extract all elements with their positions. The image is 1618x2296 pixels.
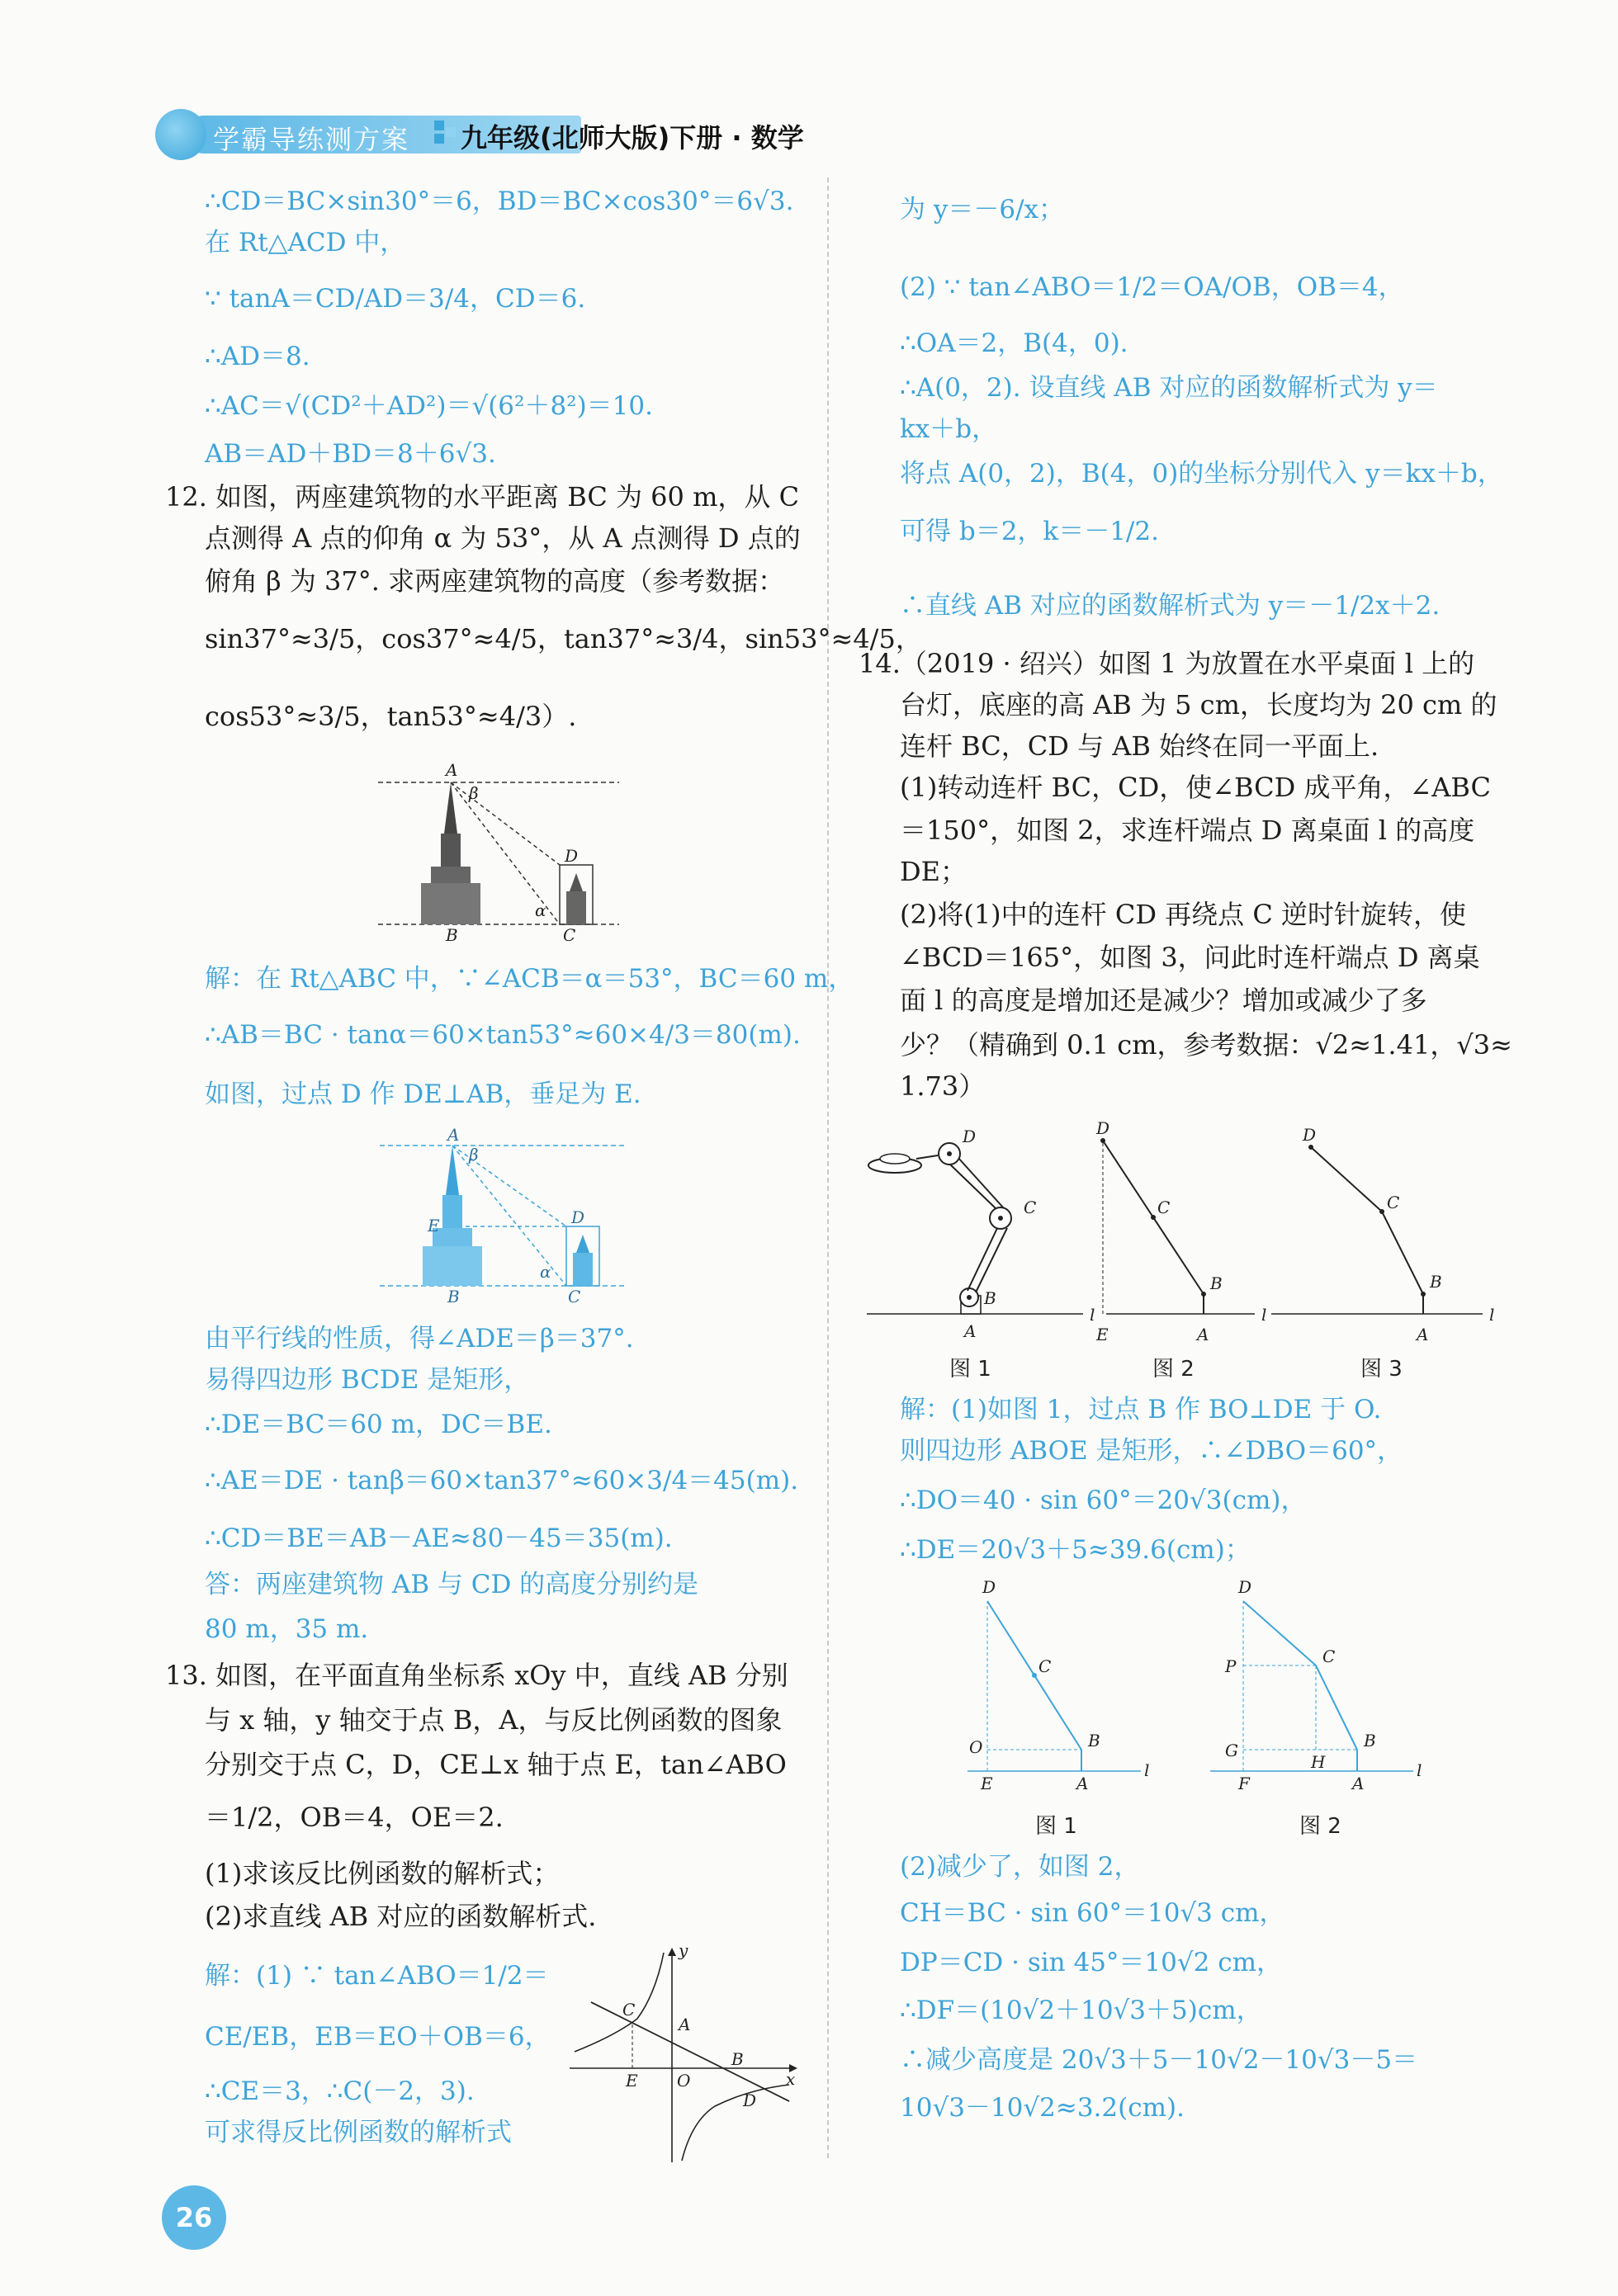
svg-text:F: F: [1238, 1774, 1250, 1793]
q13-solution-line: ∴CE＝3，∴C(－2，3).: [205, 2076, 475, 2106]
svg-text:D: D: [1303, 1125, 1317, 1145]
svg-text:D: D: [1238, 1577, 1252, 1597]
q13-problem-line: (2)求直线 AB 对应的函数解析式.: [205, 1901, 597, 1932]
brand-logo-icon: [155, 109, 206, 160]
q13-solution-line: ∴A(0，2). 设直线 AB 对应的函数解析式为 y＝: [900, 373, 1438, 403]
q13-solution-line: CE/EB，EB＝EO＋OB＝6，: [205, 2022, 551, 2052]
svg-text:A: A: [679, 2015, 691, 2034]
figure-2-diagram: [1095, 1118, 1266, 1344]
decorative-squares-icon: [434, 120, 459, 145]
q12-solution-line: 答：两座建筑物 AB 与 CD 的高度分别约是: [205, 1570, 699, 1599]
book-title: 九年级(北师大版)下册 · 数学: [461, 122, 804, 154]
svg-text:B: B: [1088, 1731, 1100, 1750]
svg-text:B: B: [1364, 1731, 1376, 1750]
svg-text:D: D: [571, 1207, 585, 1227]
q14-problem-line: (2)将(1)中的连杆 CD 再绕点 C 逆时针旋转，使: [900, 899, 1466, 930]
q14-problem-figures: [859, 1118, 1585, 1345]
q11-solution-line: ∴AD＝8.: [205, 342, 310, 371]
q14-problem-line: 少？（精确到 0.1 cm，参考数据：√2≈1.41，√3≈: [900, 1029, 1512, 1061]
q13-problem-line: 与 x 轴，y 轴交于点 B，A，与反比例函数的图象: [205, 1704, 783, 1736]
svg-text:A: A: [1197, 1325, 1209, 1344]
svg-text:B: B: [731, 2049, 744, 2069]
q12-solution-line: 由平行线的性质，得∠ADE＝β＝37°.: [205, 1324, 634, 1354]
solution-figure-2: [1210, 1577, 1422, 1793]
svg-text:A: A: [1352, 1774, 1365, 1793]
q12-solution-line: 80 m，35 m.: [205, 1614, 369, 1644]
svg-text:P: P: [1225, 1656, 1237, 1676]
svg-text:B: B: [446, 925, 458, 945]
svg-text:α: α: [540, 1262, 551, 1282]
q14-solution-line: ∴减少高度是 20√3＋5－10√2－10√3－5＝: [900, 2045, 1418, 2075]
figure-caption: 图 3: [1360, 1357, 1403, 1382]
q14-solution-line: DP＝CD · sin 45°＝10√2 cm，: [900, 1948, 1282, 1977]
svg-text:C: C: [1322, 1646, 1336, 1666]
svg-text:B: B: [447, 1287, 460, 1306]
svg-text:A: A: [446, 760, 458, 780]
q14-problem-line: 连杆 BC，CD 与 AB 始终在同一平面上.: [900, 730, 1379, 762]
q12-problem-line: 俯角 β 为 37°. 求两座建筑物的高度（参考数据：: [205, 565, 785, 597]
svg-text:E: E: [428, 1216, 440, 1235]
svg-text:O: O: [969, 1737, 983, 1757]
svg-text:C: C: [1024, 1198, 1037, 1217]
q13-graph-figure: [566, 1940, 806, 2167]
svg-text:y: y: [679, 1940, 688, 1960]
svg-text:G: G: [1225, 1741, 1238, 1760]
q12-solution-line: 易得四边形 BCDE 是矩形，: [205, 1365, 530, 1395]
desk-lamp-figure: [867, 1127, 1095, 1341]
svg-text:E: E: [626, 2071, 638, 2090]
small-building-icon: [566, 873, 586, 924]
figure-caption: 图 1: [1035, 1814, 1077, 1839]
q14-solution-line: ∴DE＝20√3＋5≈39.6(cm)；: [900, 1535, 1251, 1565]
svg-text:A: A: [1076, 1774, 1089, 1793]
q13-solution-line: ∴OA＝2，B(4，0).: [900, 328, 1128, 358]
svg-text:C: C: [622, 2000, 636, 2020]
q14-solution-line: ∴DO＝40 · sin 60°＝20√3(cm)，: [900, 1486, 1307, 1515]
q12-problem-line: sin37°≈3/5，cos37°≈4/5，tan37°≈3/4，sin53°≈4/5，: [205, 623, 922, 654]
svg-text:E: E: [981, 1774, 993, 1793]
small-building-icon: [573, 1235, 593, 1286]
q14-solution-line: 则四边形 ABOE 是矩形，∴∠DBO＝60°，: [900, 1436, 1403, 1466]
svg-text:l: l: [1489, 1305, 1495, 1325]
svg-text:C: C: [1387, 1193, 1400, 1212]
tall-building-icon: [421, 782, 480, 924]
svg-text:C: C: [568, 1287, 581, 1306]
q13-solution-line: (2) ∵ tan∠ABO＝1/2＝OA/OB，OB＝4，: [900, 272, 1404, 302]
figure-caption: 图 1: [949, 1357, 991, 1382]
svg-text:D: D: [565, 846, 579, 866]
q12-solution-line: ∴CD＝BE＝AB－AE≈80－45＝35(m).: [205, 1524, 673, 1553]
q11-solution-line: 在 Rt△ACD 中，: [205, 228, 406, 257]
q12-solution-figure: [376, 1125, 641, 1306]
q13-solution-line: 为 y＝－6/x；: [900, 195, 1065, 224]
page-number: 26: [162, 2185, 226, 2250]
q11-solution-line: AB＝AD＋BD＝8＋6√3.: [205, 439, 496, 469]
svg-text:D: D: [743, 2090, 757, 2110]
q12-figure: [371, 759, 627, 945]
svg-text:l: l: [1090, 1305, 1095, 1325]
q13-problem-line: 分别交于点 C，D，CE⊥x 轴于点 E，tan∠ABO: [205, 1749, 787, 1780]
svg-text:E: E: [1096, 1325, 1109, 1344]
q13-problem-line: ＝1/2，OB＝4，OE＝2.: [205, 1802, 504, 1833]
q14-solution-figures: [958, 1573, 1436, 1793]
svg-text:C: C: [1157, 1198, 1171, 1217]
brand-name: 学霸导练测方案: [213, 124, 410, 155]
q11-solution-line: ∴CD＝BC×sin30°＝6，BD＝BC×cos30°＝6√3.: [205, 187, 794, 216]
q14-problem-line: (1)转动连杆 BC，CD，使∠BCD 成平角，∠ABC: [900, 772, 1491, 803]
svg-text:A: A: [447, 1125, 460, 1145]
q14-problem-line: ∠BCD＝165°，如图 3，问此时连杆端点 D 离桌: [900, 942, 1480, 973]
q12-solution-line: ∴AB＝BC · tanα＝60×tan53°≈60×4/3＝80(m).: [205, 1020, 801, 1050]
q14-solution-line: 解：(1)如图 1，过点 B 作 BO⊥DE 于 O.: [900, 1395, 1382, 1424]
svg-text:D: D: [982, 1577, 996, 1597]
q13-problem-line: (1)求该反比例函数的解析式；: [205, 1858, 560, 1889]
q13-solution-line: 解：(1) ∵ tan∠ABO＝1/2＝: [205, 1961, 549, 1991]
column-divider: [827, 177, 829, 2158]
svg-text:D: D: [963, 1127, 977, 1146]
q14-problem-line: 台灯，底座的高 AB 为 5 cm，长度均为 20 cm 的: [900, 689, 1497, 720]
q11-solution-line: ∴AC＝√(CD²＋AD²)＝√(6²＋8²)＝10.: [205, 391, 653, 421]
svg-text:O: O: [677, 2071, 691, 2090]
q14-solution-line: 10√3－10√2≈3.2(cm).: [900, 2093, 1185, 2123]
svg-text:D: D: [1096, 1118, 1110, 1138]
svg-text:l: l: [1144, 1760, 1150, 1780]
svg-text:A: A: [1417, 1325, 1429, 1344]
figure-caption: 图 2: [1299, 1814, 1341, 1839]
page-header: [155, 107, 832, 165]
q13-solution-line: 可得 b＝2，k＝－1/2.: [900, 517, 1159, 546]
q13-solution-line: 将点 A(0，2)，B(4，0)的坐标分别代入 y＝kx＋b，: [900, 459, 1503, 489]
q13-problem-line: 13. 如图，在平面直角坐标系 xOy 中，直线 AB 分别: [165, 1660, 788, 1691]
figure-caption: 图 2: [1152, 1357, 1195, 1382]
q14-solution-line: CH＝BC · sin 60°＝10√3 cm，: [900, 1898, 1285, 1928]
q12-solution-line: 解：在 Rt△ABC 中，∵∠ACB＝α＝53°，BC＝60 m，: [205, 964, 854, 994]
solution-figure-1: [967, 1577, 1149, 1793]
q14-problem-line: 面 l 的高度是增加还是减少？增加或减少了多: [900, 985, 1427, 1016]
svg-text:A: A: [964, 1321, 977, 1341]
svg-text:β: β: [469, 783, 479, 803]
svg-text:x: x: [786, 2069, 796, 2089]
svg-text:β: β: [469, 1145, 479, 1165]
q14-solution-line: (2)减少了，如图 2，: [900, 1852, 1140, 1882]
q12-solution-line: ∴DE＝BC＝60 m，DC＝BE.: [205, 1410, 552, 1439]
q13-solution-line: ∴直线 AB 对应的函数解析式为 y＝－1/2x＋2.: [900, 591, 1441, 621]
q14-problem-line: DE；: [900, 856, 967, 887]
svg-text:α: α: [535, 900, 546, 920]
q14-solution-line: ∴DF＝(10√2＋10√3＋5)cm，: [900, 1996, 1262, 2025]
q12-solution-line: ∴AE＝DE · tanβ＝60×tan37°≈60×3/4＝45(m).: [205, 1466, 799, 1495]
q13-solution-line: 可求得反比例函数的解析式: [205, 2118, 512, 2147]
svg-text:l: l: [1417, 1760, 1422, 1780]
svg-text:B: B: [1430, 1272, 1442, 1292]
q12-problem-line: 点测得 A 点的仰角 α 为 53°，从 A 点测得 D 点的: [205, 522, 801, 554]
q12-solution-line: 如图，过点 D 作 DE⊥AB，垂足为 E.: [205, 1079, 641, 1109]
q12-problem-line: cos53°≈3/5，tan53°≈4/3）.: [205, 701, 577, 732]
q11-solution-line: ∵ tanA＝CD/AD＝3/4，CD＝6.: [205, 284, 586, 314]
svg-text:H: H: [1311, 1752, 1326, 1772]
figure-3-diagram: [1271, 1125, 1494, 1344]
svg-text:l: l: [1261, 1305, 1267, 1325]
q14-problem-line: 14.（2019 · 绍兴）如图 1 为放置在水平桌面 l 上的: [859, 648, 1475, 679]
q14-problem-line: 1.73）: [900, 1070, 986, 1102]
q13-solution-line: kx＋b，: [900, 414, 998, 444]
q12-problem-line: 12. 如图，两座建筑物的水平距离 BC 为 60 m，从 C: [165, 481, 800, 513]
svg-text:B: B: [1210, 1273, 1223, 1293]
svg-text:C: C: [563, 925, 576, 945]
svg-text:B: B: [984, 1288, 996, 1308]
q14-problem-line: ＝150°，如图 2，求连杆端点 D 离桌面 l 的高度: [900, 815, 1475, 846]
svg-text:C: C: [1038, 1656, 1052, 1676]
